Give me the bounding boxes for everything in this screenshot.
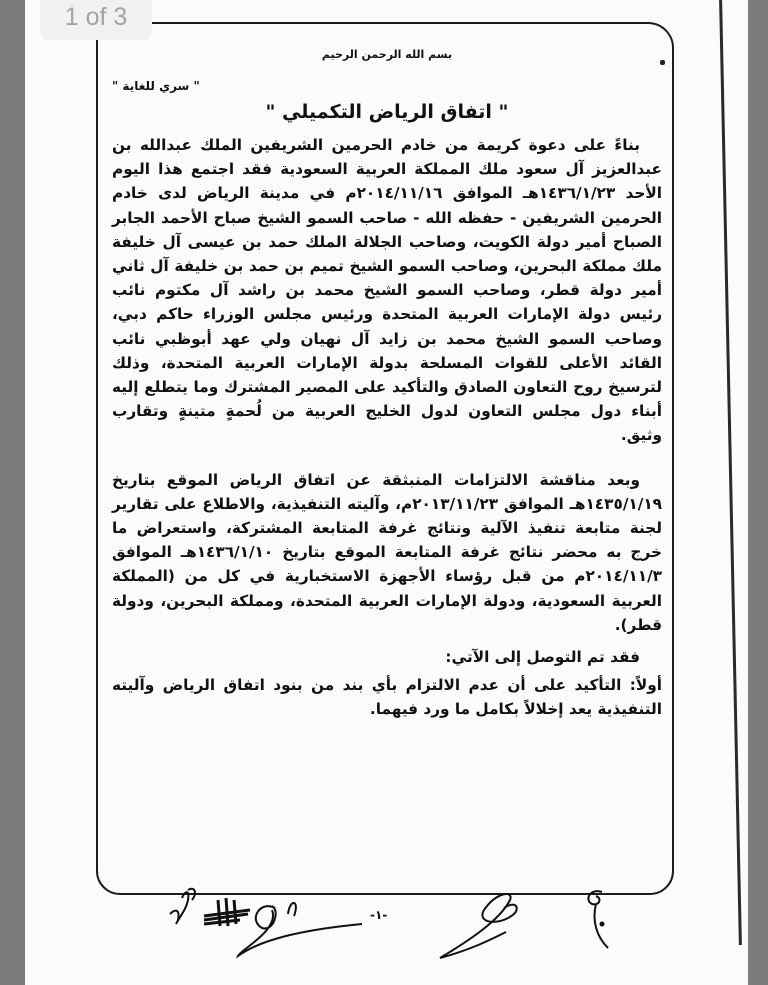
paragraph-review: وبعد مناقشة الالتزامات المنبثقة عن اتفاق الرياض الموقع بتاريخ ١٤٣٥/١/١٩هـ الموافق ٢٠١٣/١١/٢٣م، وآليته التنفيذية، والاطلاع على تقارير لجنة متابعة تنفيذ الآلية ونتائج غرفة المتابعة المشتركة، واستعراض ما خرج به محضر نتائج غرفة المتابعة الموقع بتاريخ ١٤٣٦/١/١٠هـ الموافق ٢٠١٤/١١/٣م من قبل رؤساء الأجهزة الاستخبارية في كل من (المملكة العربية السعودية، ودولة الإمارات العربية المتحدة، ومملكة البحرين، ودولة قطر). <box>112 470 662 634</box>
conclusion-heading: فقد تم التوصل إلى الآتي: <box>445 648 640 667</box>
viewer-right-margin <box>748 0 768 985</box>
document-body <box>112 48 662 721</box>
signature-2-icon <box>204 898 250 926</box>
document-title: " اتفاق الرياض التكميلي " <box>265 101 509 123</box>
page-number: -١- <box>370 908 388 922</box>
signature-3-icon <box>238 903 362 956</box>
paragraph-preamble: بناءً على دعوة كريمة من خادم الحرمين الشريفين الملك عبدالله بن عبدالعزيز آل سعود ملك المملكة العربية السعودية فقد اجتمع هذا اليوم الأحد ١٤٣٦/١/٢٣هـ الموافق ٢٠١٤/١١/١٦م في مدينة الرياض لدى خادم الحرمين الشريفين - حفظه الله - صاحب السمو الشيخ صباح الأحمد الجابر الصباح أمير دولة الكويت، وصاحب الجلالة الملك حمد بن عيسى آل خليفة ملك مملكة البحرين، وصاحب السمو الشيخ تميم بن حمد بن خليفة آل ثاني أمير دولة قطر، وصاحب السمو الشيخ محمد بن راشد آل مكتوم نائب رئيس دولة الإمارات العربية المتحدة ورئيس مجلس الوزراء حاكم دبي، وصاحب السمو الشيخ محمد بن زايد آل نهيان ولي عهد أبوظبي نائب القائد الأعلى للقوات المسلحة بدولة الإمارات العربية المتحدة، وذلك لترسيخ روح التعاون الصادق والتأكيد على المصير المشترك وما يتطلع إليه أبناء دول مجلس التعاون لدول الخليج العربية من لُحمةٍ متينةٍ وتقارب وثيق. <box>112 136 662 445</box>
signature-1-icon <box>170 889 195 924</box>
viewer-left-margin <box>0 0 25 985</box>
agreement-item-1: أولاً: التأكيد على أن عدم الالتزام بأي بند من بنود اتفاق الرياض وآليته التنفيذية يعد إخلالاً بكامل ما ورد فيهما. <box>112 676 662 719</box>
basmala: بسم الله الرحمن الرحيم <box>321 48 453 61</box>
signatures <box>140 870 640 960</box>
classification-label <box>112 79 622 93</box>
page-indicator: 1 of 3 <box>40 0 152 40</box>
signature-5-icon <box>588 891 608 948</box>
paragraph-spacer <box>112 448 662 468</box>
classification-text: " سري للغاية " <box>112 79 200 93</box>
signature-4-icon <box>440 894 517 958</box>
